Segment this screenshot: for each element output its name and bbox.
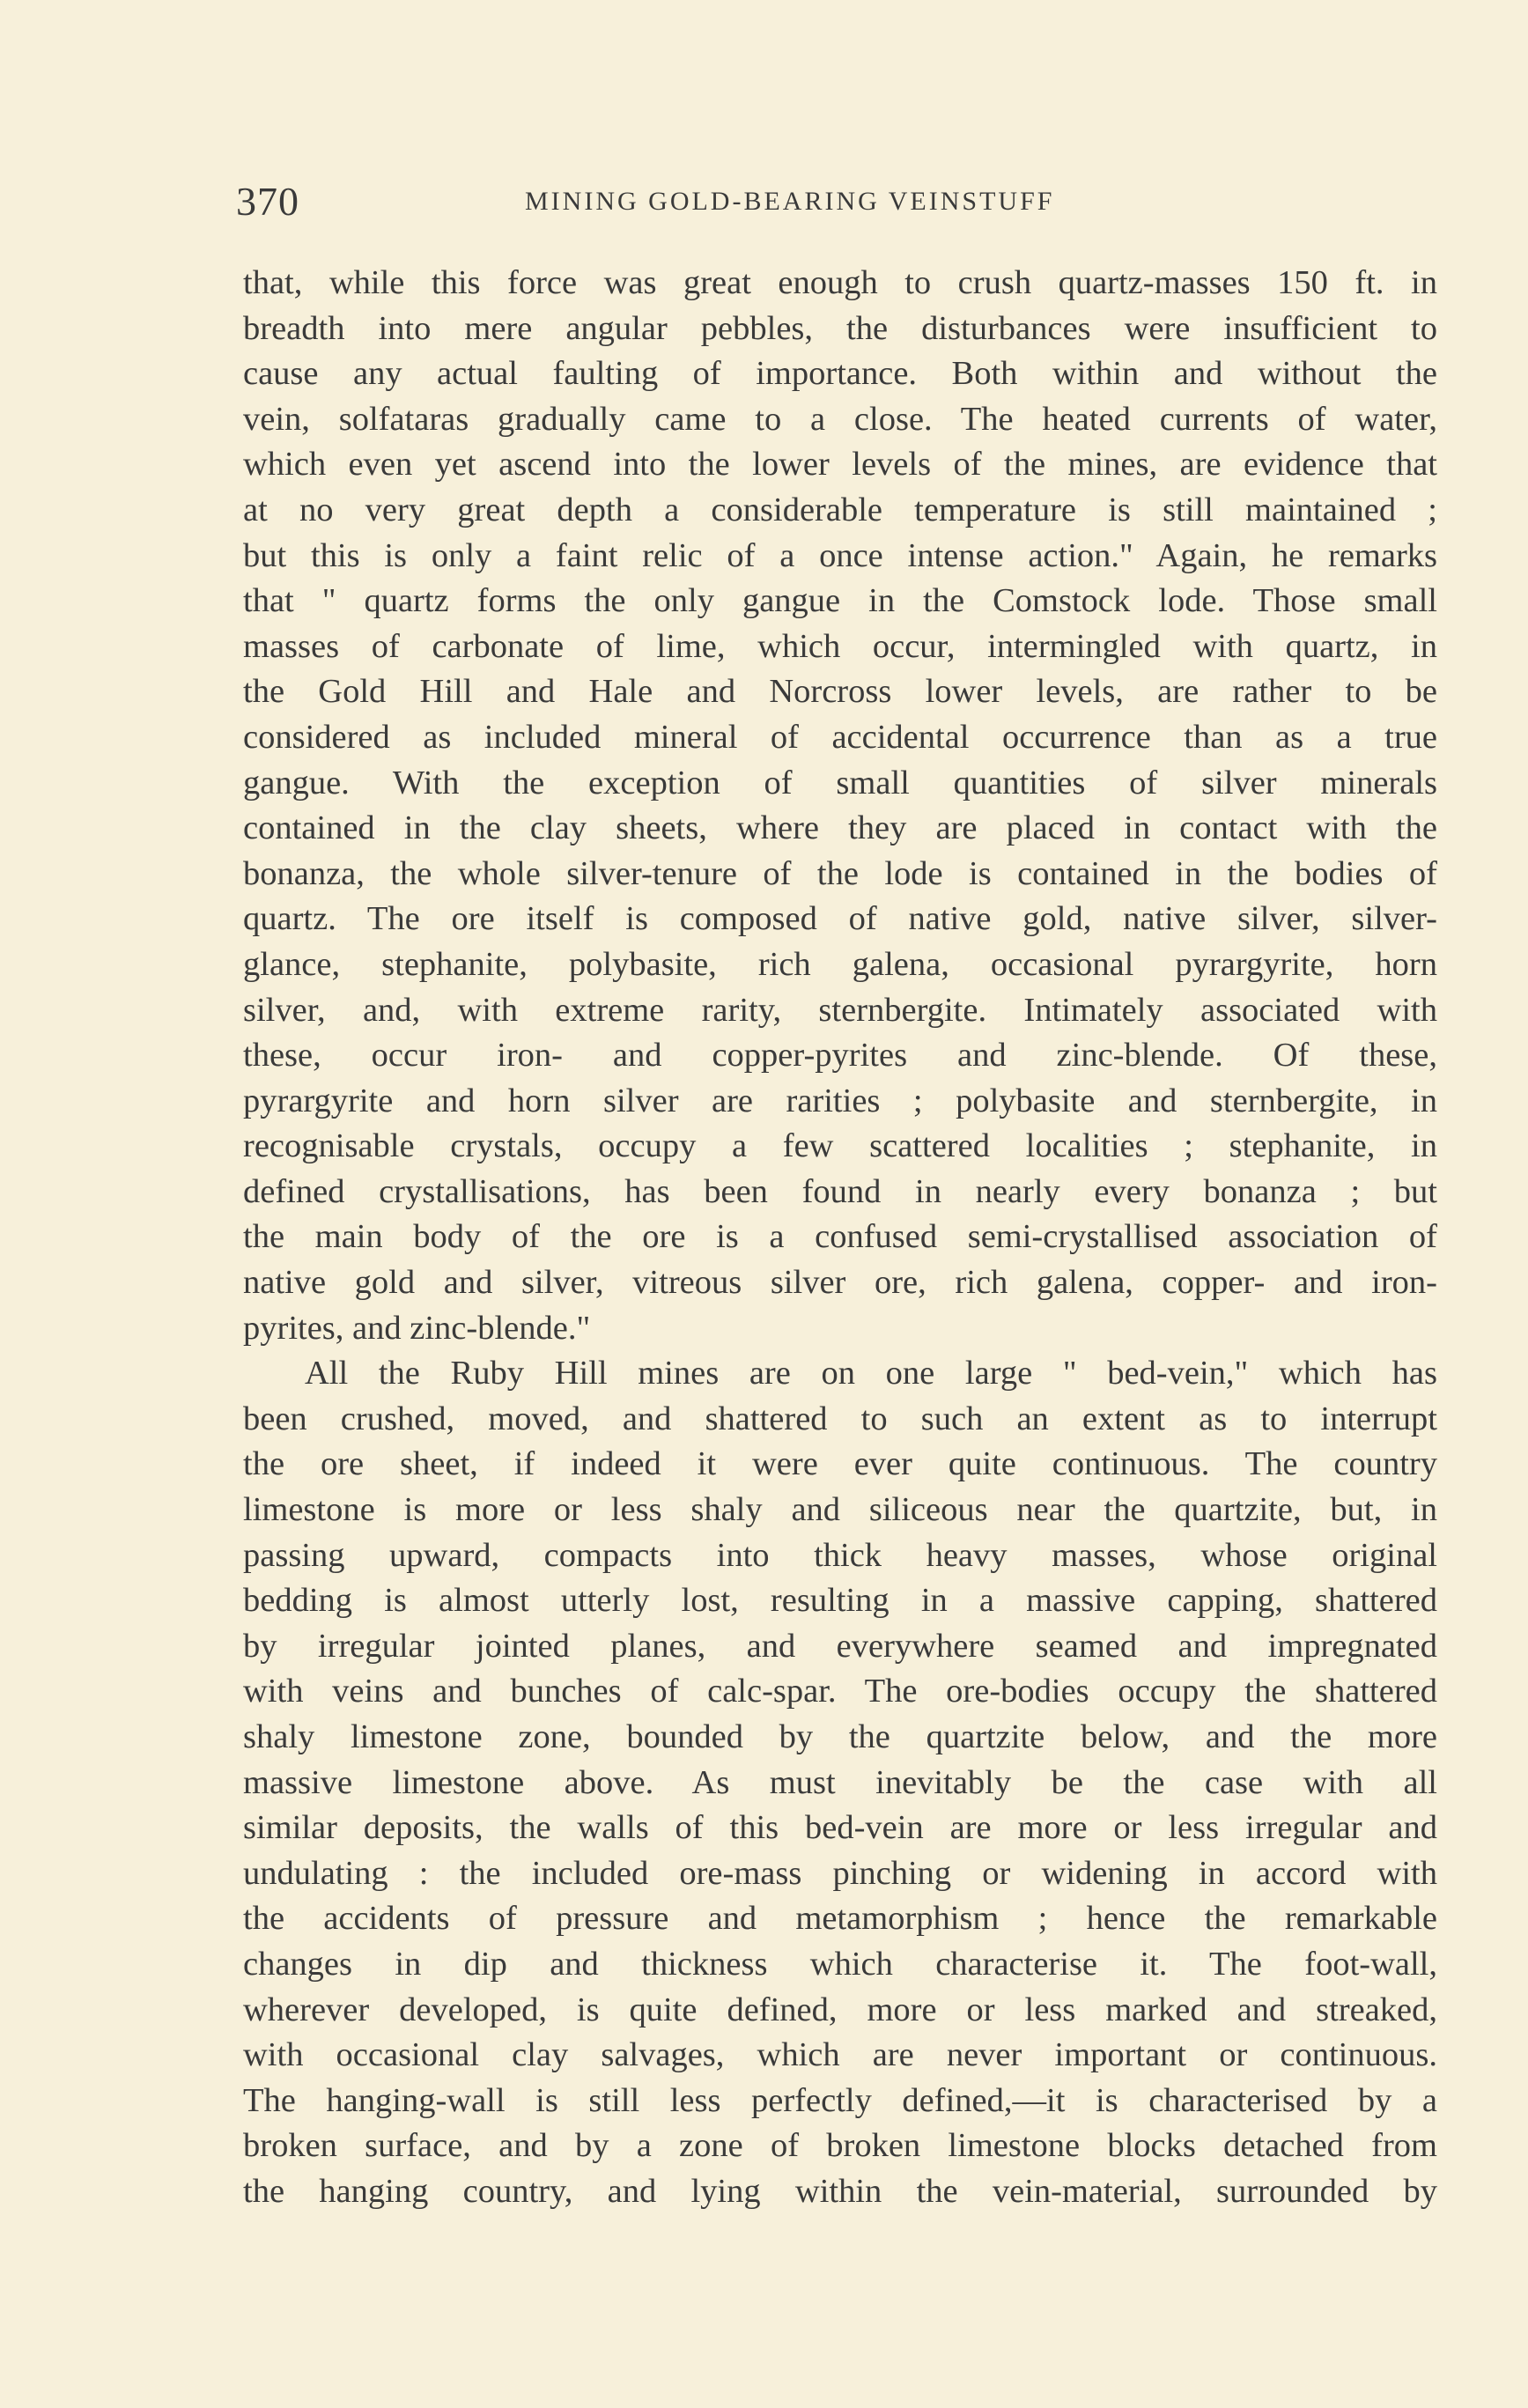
text-line: with occasional clay salvages, which are never important or continuous. [243,2036,1437,2074]
page-header [236,178,1441,222]
text-line: bonanza, the whole silver-tenure of the lode is contained in the bodies of [243,854,1437,892]
text-line: massive limestone above. As must inevitably be the case with all [243,1763,1437,1801]
text-line: quartz. The ore itself is composed of native gold, native silver, silver- [243,900,1437,938]
text-line: but this is only a faint relic of a once intense action." Again, he remarks [243,536,1437,574]
text-line: gangue. With the exception of small quantities of silver minerals [243,764,1437,801]
text-line: the Gold Hill and Hale and Norcross lower levels, are rather to be [243,673,1437,711]
text-line: wherever developed, is quite defined, more or less marked and streaked, [243,1991,1437,2028]
text-line: which even yet ascend into the lower levels of the mines, are evidence that [243,446,1437,484]
text-line: the ore sheet, if indeed it were ever quite continuous. The country [243,1445,1437,1483]
page-number: 370 [236,179,299,224]
text-line: been crushed, moved, and shattered to such an extent as to interrupt [243,1400,1437,1437]
text-line: breadth into mere angular pebbles, the disturbances were insufficient to [243,309,1437,347]
paragraph [243,261,1437,1351]
text-line: The hanging-wall is still less perfectly defined,—it is characterised by a [243,2081,1437,2119]
text-line: limestone is more or less shaly and siliceous near the quartzite, but, in [243,1491,1437,1529]
text-line: contained in the clay sheets, where they are placed in contact with the [243,809,1437,847]
text-line: pyrites, and zinc-blende." [243,1309,591,1347]
text-line: with veins and bunches of calc-spar. The ore-bodies occupy the shattered [243,1673,1437,1710]
text-line: these, occur iron- and copper-pyrites and zinc-blende. Of these, [243,1037,1437,1075]
text-line: silver, and, with extreme rarity, sternbergite. Intimately associated with [243,991,1437,1029]
text-line: the hanging country, and lying within the vein-material, surrounded by [243,2172,1437,2210]
text-line: All the Ruby Hill mines are on one large " bed-vein," which has [305,1355,1437,1392]
body-text [243,261,1437,2215]
text-line: vein, solfataras gradually came to a close. The heated currents of water, [243,400,1437,438]
text-line: pyrargyrite and horn silver are rarities ; polybasite and sternbergite, in [243,1082,1437,1119]
text-line: recognisable crystals, occupy a few scattered localities ; stephanite, in [243,1127,1437,1165]
text-line: shaly limestone zone, bounded by the quartzite below, and the more [243,1718,1437,1755]
text-line: bedding is almost utterly lost, resulting in a massive capping, shattered [243,1582,1437,1620]
text-line: by irregular jointed planes, and everywhere seamed and impregnated [243,1627,1437,1665]
text-line: glance, stephanite, polybasite, rich galena, occasional pyrargyrite, horn [243,945,1437,983]
text-line: defined crystallisations, has been found in nearly every bonanza ; but [243,1172,1437,1210]
text-line: cause any actual faulting of importance. Both within and without the [243,355,1437,393]
text-line: masses of carbonate of lime, which occur, intermingled with quartz, in [243,627,1437,665]
paragraph [243,1351,1437,2214]
text-line: that " quartz forms the only gangue in the Comstock lode. Those small [243,582,1437,620]
text-line: considered as included mineral of accidental occurrence than as a true [243,718,1437,756]
text-line: at no very great depth a considerable temperature is still maintained ; [243,491,1437,528]
text-line: passing upward, compacts into thick heavy masses, whose original [243,1536,1437,1574]
text-line: native gold and silver, vitreous silver ore, rich galena, copper- and iron- [243,1264,1437,1302]
text-line: undulating : the included ore-mass pinching or widening in accord with [243,1854,1437,1892]
text-line: that, while this force was great enough to crush quartz-masses 150 ft. in [243,264,1437,301]
text-line: similar deposits, the walls of this bed-vein are more or less irregular and [243,1809,1437,1847]
text-line: broken surface, and by a zone of broken limestone blocks detached from [243,2127,1437,2165]
text-line: the main body of the ore is a confused semi-crystallised association of [243,1218,1437,1256]
text-line: changes in dip and thickness which characterise it. The foot-wall, [243,1945,1437,1983]
text-line: the accidents of pressure and metamorphism ; hence the remarkable [243,1900,1437,1938]
running-title: MINING GOLD-BEARING VEINSTUFF [525,187,1055,216]
